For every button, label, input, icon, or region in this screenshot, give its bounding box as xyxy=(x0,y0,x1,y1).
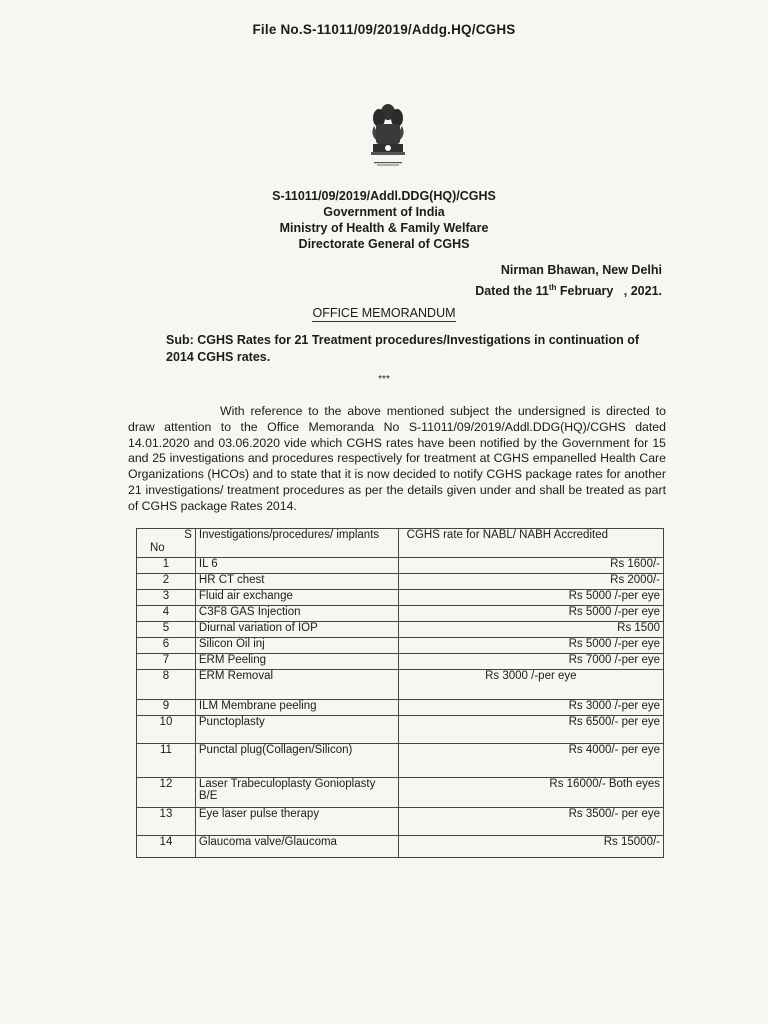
cell-item: ILM Membrane peeling xyxy=(195,700,398,716)
cell-item: ERM Peeling xyxy=(195,654,398,670)
cell-item: Silicon Oil inj xyxy=(195,638,398,654)
cell-rate: Rs 3000 /-per eye xyxy=(398,700,663,716)
table-header-row xyxy=(137,529,664,558)
table-row xyxy=(137,716,664,744)
header-item: Investigations/procedures/ implants xyxy=(195,529,398,558)
government-name: Government of India xyxy=(323,205,445,219)
cell-item: Punctal plug(Collagen/Silicon) xyxy=(195,744,398,778)
cell-rate: Rs 15000/- xyxy=(398,836,663,858)
cell-rate: Rs 16000/- Both eyes xyxy=(398,778,663,808)
table-row xyxy=(137,808,664,836)
body-paragraph: With reference to the above mentioned subject the undersigned is directed to draw attention to the Office Memoranda No S-11011/09/2019/Addl.DDG(HQ)/CGHS dated 14.01.2020 and 03.06.2020 vide which CGHS rates have been notified by the Government for 15 and 25 investigations and procedures respectively for treatment at CGHS empanelled Health Care Organizations (HCOs) and to state that it is now decided to notify CGHS package rates for another 21 investigations/ treatment procedures as per the details given under and shall be treated as part of CGHS package Rates 2014. xyxy=(128,404,666,513)
cell-rate: Rs 5000 /-per eye xyxy=(398,638,663,654)
cell-rate: Rs 5000 /-per eye xyxy=(398,590,663,606)
cell-sno: 12 xyxy=(137,778,196,808)
cell-rate: Rs 7000 /-per eye xyxy=(398,654,663,670)
header-sno: S No xyxy=(137,529,196,558)
table-row xyxy=(137,700,664,716)
cell-sno: 6 xyxy=(137,638,196,654)
cell-sno: 8 xyxy=(137,670,196,700)
table-row xyxy=(137,638,664,654)
table-row xyxy=(137,590,664,606)
cell-sno: 1 xyxy=(137,558,196,574)
cell-sno: 3 xyxy=(137,590,196,606)
cell-sno: 14 xyxy=(137,836,196,858)
header-rate: CGHS rate for NABL/ NABH Accredited xyxy=(398,529,663,558)
cell-sno: 2 xyxy=(137,574,196,590)
cell-rate: Rs 1600/- xyxy=(398,558,663,574)
cell-item: Punctoplasty xyxy=(195,716,398,744)
cell-sno: 9 xyxy=(137,700,196,716)
table-row xyxy=(137,606,664,622)
cell-rate: Rs 3500/- per eye xyxy=(398,808,663,836)
cell-item: C3F8 GAS Injection xyxy=(195,606,398,622)
ministry-name: Ministry of Health & Family Welfare xyxy=(279,221,489,235)
cell-sno: 10 xyxy=(137,716,196,744)
cell-sno: 5 xyxy=(137,622,196,638)
cell-rate: Rs 4000/- per eye xyxy=(398,744,663,778)
location: Nirman Bhawan, New Delhi xyxy=(500,263,662,277)
table-row xyxy=(137,836,664,858)
cell-rate: Rs 3000 /-per eye xyxy=(398,670,663,700)
cell-item: IL 6 xyxy=(195,558,398,574)
letterhead xyxy=(0,188,768,252)
table-row xyxy=(137,670,664,700)
table-row xyxy=(137,574,664,590)
cell-item: HR CT chest xyxy=(195,574,398,590)
cell-item: Glaucoma valve/Glaucoma xyxy=(195,836,398,858)
cell-sno: 4 xyxy=(137,606,196,622)
cell-item: Eye laser pulse therapy xyxy=(195,808,398,836)
table-row xyxy=(137,654,664,670)
cell-sno: 13 xyxy=(137,808,196,836)
national-emblem-icon xyxy=(364,100,412,176)
date-line: Dated the 11th February , 2021. xyxy=(475,283,662,299)
table-row xyxy=(137,778,664,808)
cell-item: Fluid air exchange xyxy=(195,590,398,606)
subject-line: Sub: CGHS Rates for 21 Treatment procedures/Investigations in continuation of 2014 CGHS rates. xyxy=(166,333,639,364)
table-row xyxy=(137,558,664,574)
cell-rate: Rs 6500/- per eye xyxy=(398,716,663,744)
reference-number: S-11011/09/2019/Addl.DDG(HQ)/CGHS xyxy=(272,189,496,203)
cell-sno: 11 xyxy=(137,744,196,778)
cell-item: ERM Removal xyxy=(195,670,398,700)
separator-stars: *** xyxy=(378,374,390,385)
memorandum-title: OFFICE MEMORANDUM xyxy=(312,306,456,320)
cell-sno: 7 xyxy=(137,654,196,670)
rates-table xyxy=(136,528,664,858)
table-row xyxy=(137,744,664,778)
file-number: File No.S-11011/09/2019/Addg.HQ/CGHS xyxy=(252,22,516,37)
place-and-date xyxy=(475,262,662,300)
directorate-name: Directorate General of CGHS xyxy=(298,237,470,251)
cell-rate: Rs 5000 /-per eye xyxy=(398,606,663,622)
cell-item: Laser Trabeculoplasty Gonioplasty B/E xyxy=(195,778,398,808)
table-row xyxy=(137,622,664,638)
cell-rate: Rs 1500 xyxy=(398,622,663,638)
cell-rate: Rs 2000/- xyxy=(398,574,663,590)
cell-item: Diurnal variation of IOP xyxy=(195,622,398,638)
